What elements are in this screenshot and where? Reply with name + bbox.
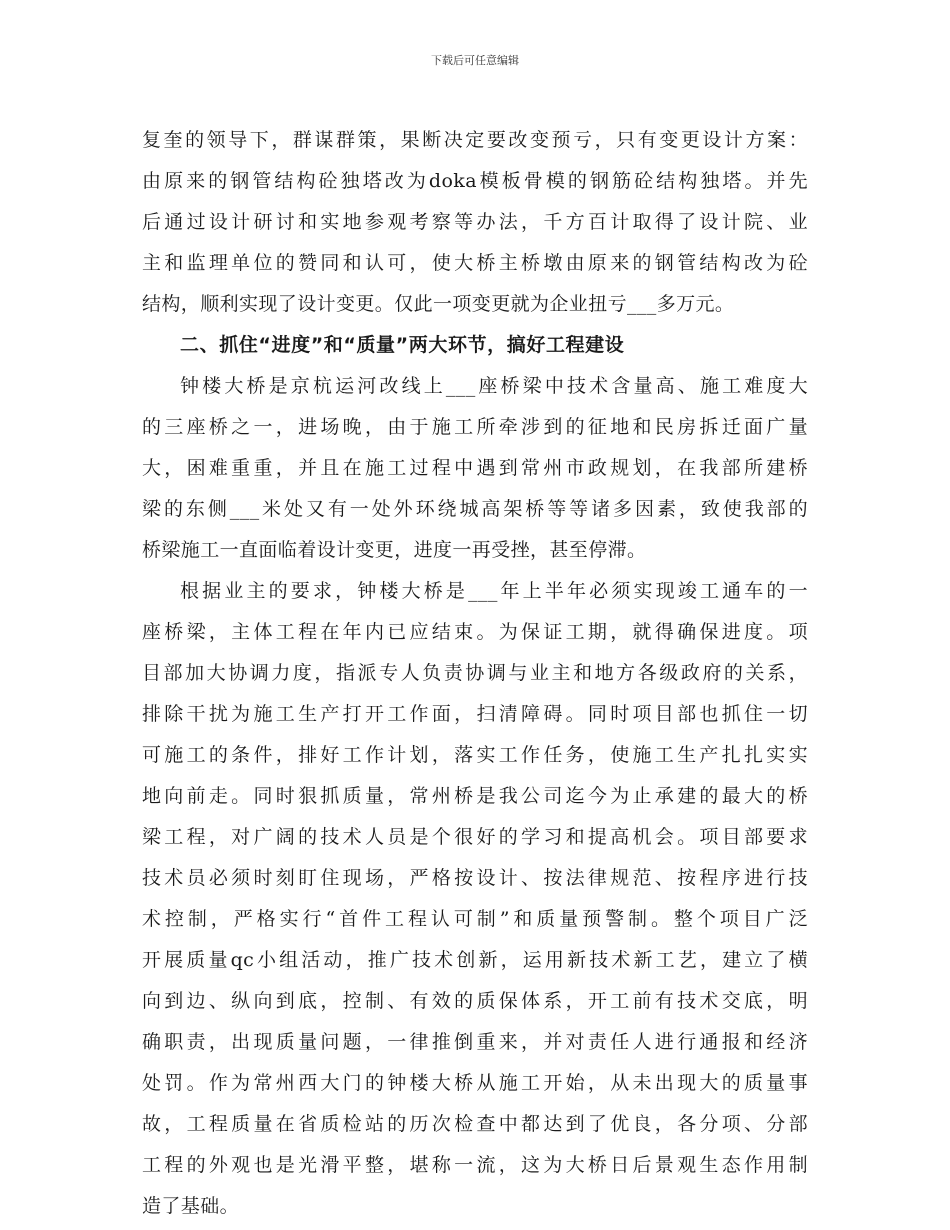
text-line: 技术员必须时刻盯住现场，严格按设计、按法律规范、按程序进行技	[142, 867, 808, 889]
text-line: 造了基础。	[142, 1195, 240, 1217]
text-line: 后通过设计研讨和实地参观考察等办法，千方百计取得了设计院、业	[142, 211, 808, 233]
text-line: 术控制，严格实行“首件工程认可制”和质量预警制。整个项目广泛	[142, 908, 808, 930]
text-line: 结构，顺利实现了设计变更。仅此一项变更就为企业扭亏___多万元。	[142, 293, 735, 315]
page-header: 下载后可任意编辑	[431, 54, 519, 67]
text-line: 处罚。作为常州西大门的钟楼大桥从施工开始，从未出现大的质量事	[142, 1072, 808, 1094]
text-line: 地向前走。同时狠抓质量，常州桥是我公司迄今为止承建的最大的桥	[142, 785, 808, 807]
text-line: 开展质量qc小组活动，推广技术创新，运用新技术新工艺，建立了横	[142, 949, 808, 971]
text-line: 座桥梁，主体工程在年内已应结束。为保证工期，就得确保进度。项	[142, 621, 808, 643]
text-line: 排除干扰为施工生产打开工作面，扫清障碍。同时项目部也抓住一切	[142, 703, 808, 725]
text-line: 由原来的钢管结构砼独塔改为doka模板骨模的钢筋砼结构独塔。并先	[142, 170, 808, 192]
text-line: 工程的外观也是光滑平整，堪称一流，这为大桥日后景观生态作用制	[142, 1154, 808, 1176]
text-line: 钟楼大桥是京杭运河改线上___座桥梁中技术含量高、施工难度大	[180, 375, 808, 397]
text-line: 目部加大协调力度，指派专人负责协调与业主和地方各级政府的关系，	[142, 662, 808, 684]
text-line: 桥梁施工一直面临着设计变更，进度一再受挫，甚至停滞。	[142, 539, 647, 561]
text-line: 确职责，出现质量问题，一律推倒重来，并对责任人进行通报和经济	[142, 1031, 808, 1053]
text-line: 梁的东侧___米处又有一处外环绕城高架桥等等诸多因素，致使我部的	[142, 498, 808, 520]
section-heading: 二、抓住“进度”和“质量”两大环节，搞好工程建设	[180, 334, 625, 356]
text-line: 主和监理单位的赞同和认可，使大桥主桥墩由原来的钢管结构改为砼	[142, 252, 808, 274]
text-line: 向到边、纵向到底，控制、有效的质保体系，开工前有技术交底，明	[142, 990, 808, 1012]
text-line: 梁工程，对广阔的技术人员是个很好的学习和提高机会。项目部要求	[142, 826, 808, 848]
text-line: 故，工程质量在省质检站的历次检查中都达到了优良，各分项、分部	[142, 1113, 808, 1135]
text-line: 根据业主的要求，钟楼大桥是___年上半年必须实现竣工通车的一	[180, 580, 808, 602]
text-line: 可施工的条件，排好工作计划，落实工作任务，使施工生产扎扎实实	[142, 744, 808, 766]
text-line: 的三座桥之一，进场晚，由于施工所牵涉到的征地和民房拆迁面广量	[142, 416, 808, 438]
text-line: 大，困难重重，并且在施工过程中遇到常州市政规划，在我部所建桥	[142, 457, 808, 479]
document-body	[142, 120, 808, 1227]
text-line: 复奎的领导下，群谋群策，果断决定要改变预亏，只有变更设计方案：	[142, 129, 808, 151]
